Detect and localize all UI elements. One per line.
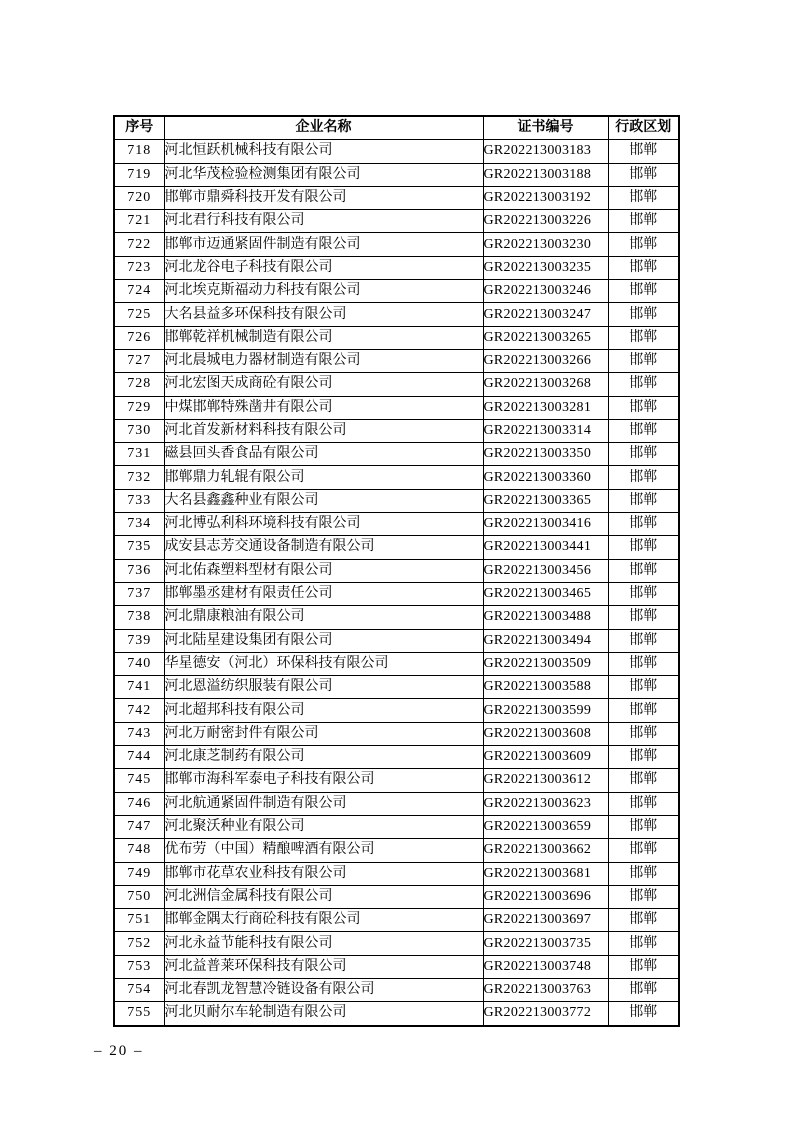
company-name-cell: 邯郸墨丞建材有限责任公司 [164,582,483,605]
table-row [114,932,679,955]
table-row [114,629,679,652]
company-name-cell: 河北埃克斯福动力科技有限公司 [164,280,483,303]
table-row [114,769,679,792]
certificate-number-cell: GR202213003735 [483,932,608,955]
serial-number-cell: 722 [114,233,164,256]
table-row [114,396,679,419]
serial-number-cell: 731 [114,443,164,466]
table-row [114,746,679,769]
table-row [114,373,679,396]
admin-region-cell: 邯郸 [608,885,679,908]
admin-region-cell: 邯郸 [608,210,679,233]
serial-number-cell: 721 [114,210,164,233]
table-row [114,839,679,862]
serial-number-cell: 724 [114,280,164,303]
company-name-cell: 邯郸乾祥机械制造有限公司 [164,326,483,349]
certificate-number-cell: GR202213003772 [483,1002,608,1026]
admin-region-cell: 邯郸 [608,163,679,186]
certificate-number-cell: GR202213003183 [483,140,608,163]
admin-region-cell: 邯郸 [608,303,679,326]
certificate-number-cell: GR202213003230 [483,233,608,256]
certificate-number-cell: GR202213003416 [483,513,608,536]
serial-number-cell: 749 [114,862,164,885]
serial-number-cell: 747 [114,815,164,838]
page-number: – 20 – [94,1043,144,1059]
serial-number-cell: 750 [114,885,164,908]
table-row [114,559,679,582]
table-row [114,582,679,605]
certificate-number-cell: GR202213003281 [483,396,608,419]
admin-region-cell: 邯郸 [608,349,679,372]
admin-region-cell: 邯郸 [608,862,679,885]
admin-region-cell: 邯郸 [608,769,679,792]
certificate-number-cell: GR202213003188 [483,163,608,186]
serial-number-cell: 730 [114,419,164,442]
company-name-cell: 河北益普莱环保科技有限公司 [164,955,483,978]
company-name-cell: 河北恒跃机械科技有限公司 [164,140,483,163]
admin-region-cell: 邯郸 [608,186,679,209]
certificate-number-cell: GR202213003763 [483,978,608,1001]
certificate-number-cell: GR202213003696 [483,885,608,908]
admin-region-cell: 邯郸 [608,419,679,442]
table-row [114,536,679,559]
certificate-number-cell: GR202213003235 [483,256,608,279]
admin-region-cell: 邯郸 [608,1002,679,1026]
header-row [114,116,679,140]
admin-region-cell: 邯郸 [608,676,679,699]
serial-number-cell: 733 [114,489,164,512]
serial-number-cell: 753 [114,955,164,978]
certificate-number-cell: GR202213003360 [483,466,608,489]
admin-region-cell: 邯郸 [608,606,679,629]
header-admin-region: 行政区划 [608,116,679,140]
company-name-cell: 邯郸鼎力轧辊有限公司 [164,466,483,489]
company-name-cell: 邯郸市花草农业科技有限公司 [164,862,483,885]
certificate-number-cell: GR202213003599 [483,699,608,722]
table-row [114,443,679,466]
table-row [114,722,679,745]
serial-number-cell: 755 [114,1002,164,1026]
serial-number-cell: 744 [114,746,164,769]
table-row [114,280,679,303]
company-name-cell: 河北恩溢纺织服装有限公司 [164,676,483,699]
certificate-number-cell: GR202213003609 [483,746,608,769]
table-row [114,140,679,163]
admin-region-cell: 邯郸 [608,932,679,955]
table-row [114,606,679,629]
table-row [114,186,679,209]
certificate-number-cell: GR202213003314 [483,419,608,442]
serial-number-cell: 738 [114,606,164,629]
table-row [114,233,679,256]
serial-number-cell: 737 [114,582,164,605]
table-body [114,140,679,1026]
serial-number-cell: 739 [114,629,164,652]
company-name-cell: 河北君行科技有限公司 [164,210,483,233]
serial-number-cell: 743 [114,722,164,745]
table-row [114,163,679,186]
company-name-cell: 河北宏图天成商砼有限公司 [164,373,483,396]
table-row [114,349,679,372]
certificate-number-cell: GR202213003748 [483,955,608,978]
table-row [114,303,679,326]
table-row [114,955,679,978]
certificate-number-cell: GR202213003350 [483,443,608,466]
admin-region-cell: 邯郸 [608,443,679,466]
admin-region-cell: 邯郸 [608,746,679,769]
serial-number-cell: 719 [114,163,164,186]
certificate-number-cell: GR202213003266 [483,349,608,372]
admin-region-cell: 邯郸 [608,256,679,279]
table-row [114,466,679,489]
certificate-number-cell: GR202213003365 [483,489,608,512]
serial-number-cell: 723 [114,256,164,279]
header-certificate-number: 证书编号 [483,116,608,140]
certificate-number-cell: GR202213003247 [483,303,608,326]
table-row [114,978,679,1001]
admin-region-cell: 邯郸 [608,629,679,652]
serial-number-cell: 742 [114,699,164,722]
table-row [114,210,679,233]
table-row [114,1002,679,1026]
admin-region-cell: 邯郸 [608,233,679,256]
certificate-number-cell: GR202213003608 [483,722,608,745]
company-name-cell: 邯郸市海科军泰电子科技有限公司 [164,769,483,792]
serial-number-cell: 735 [114,536,164,559]
certificate-number-cell: GR202213003456 [483,559,608,582]
admin-region-cell: 邯郸 [608,909,679,932]
admin-region-cell: 邯郸 [608,373,679,396]
certificate-number-cell: GR202213003268 [483,373,608,396]
admin-region-cell: 邯郸 [608,699,679,722]
serial-number-cell: 748 [114,839,164,862]
serial-number-cell: 728 [114,373,164,396]
table-row [114,909,679,932]
serial-number-cell: 736 [114,559,164,582]
admin-region-cell: 邯郸 [608,536,679,559]
table-row [114,885,679,908]
header-company-name: 企业名称 [164,116,483,140]
admin-region-cell: 邯郸 [608,582,679,605]
table-row [114,256,679,279]
company-name-cell: 大名县益多环保科技有限公司 [164,303,483,326]
certificate-number-cell: GR202213003465 [483,582,608,605]
company-name-cell: 河北洲信金属科技有限公司 [164,885,483,908]
company-name-cell: 中煤邯郸特殊凿井有限公司 [164,396,483,419]
company-name-cell: 河北博弘利科环境科技有限公司 [164,513,483,536]
company-name-cell: 河北鼎康粮油有限公司 [164,606,483,629]
table-row [114,862,679,885]
table-row [114,419,679,442]
company-name-cell: 河北佑森塑料型材有限公司 [164,559,483,582]
serial-number-cell: 725 [114,303,164,326]
company-name-cell: 华星德安（河北）环保科技有限公司 [164,652,483,675]
table-row [114,326,679,349]
company-name-cell: 成安县志芳交通设备制造有限公司 [164,536,483,559]
table-row [114,815,679,838]
table-row [114,792,679,815]
table-row [114,699,679,722]
certificate-number-cell: GR202213003192 [483,186,608,209]
company-name-cell: 河北龙谷电子科技有限公司 [164,256,483,279]
company-name-cell: 河北晨城电力器材制造有限公司 [164,349,483,372]
table-row [114,652,679,675]
table-row [114,489,679,512]
admin-region-cell: 邯郸 [608,815,679,838]
certificate-number-cell: GR202213003488 [483,606,608,629]
admin-region-cell: 邯郸 [608,513,679,536]
serial-number-cell: 751 [114,909,164,932]
company-name-cell: 大名县鑫鑫种业有限公司 [164,489,483,512]
serial-number-cell: 745 [114,769,164,792]
company-name-cell: 河北春凯龙智慧冷链设备有限公司 [164,978,483,1001]
company-name-cell: 河北超邦科技有限公司 [164,699,483,722]
admin-region-cell: 邯郸 [608,722,679,745]
admin-region-cell: 邯郸 [608,280,679,303]
company-name-cell: 邯郸金隅太行商砼科技有限公司 [164,909,483,932]
company-name-cell: 河北聚沃种业有限公司 [164,815,483,838]
certificate-number-cell: GR202213003494 [483,629,608,652]
certificate-number-cell: GR202213003662 [483,839,608,862]
company-name-cell: 河北贝耐尔车轮制造有限公司 [164,1002,483,1026]
certificate-number-cell: GR202213003441 [483,536,608,559]
serial-number-cell: 727 [114,349,164,372]
serial-number-cell: 741 [114,676,164,699]
company-name-cell: 优布劳（中国）精酿啤酒有限公司 [164,839,483,862]
admin-region-cell: 邯郸 [608,955,679,978]
company-name-cell: 河北陆星建设集团有限公司 [164,629,483,652]
table-row [114,676,679,699]
serial-number-cell: 740 [114,652,164,675]
certificate-number-cell: GR202213003588 [483,676,608,699]
certificate-number-cell: GR202213003226 [483,210,608,233]
company-name-cell: 河北永益节能科技有限公司 [164,932,483,955]
company-name-cell: 磁县回头香食品有限公司 [164,443,483,466]
company-name-cell: 河北万耐密封件有限公司 [164,722,483,745]
certificate-number-cell: GR202213003246 [483,280,608,303]
admin-region-cell: 邯郸 [608,466,679,489]
admin-region-cell: 邯郸 [608,326,679,349]
serial-number-cell: 720 [114,186,164,209]
certificate-number-cell: GR202213003697 [483,909,608,932]
certificate-number-cell: GR202213003612 [483,769,608,792]
admin-region-cell: 邯郸 [608,652,679,675]
certificate-number-cell: GR202213003681 [483,862,608,885]
company-name-cell: 河北航通紧固件制造有限公司 [164,792,483,815]
header-serial-number: 序号 [114,116,164,140]
admin-region-cell: 邯郸 [608,396,679,419]
certificate-number-cell: GR202213003265 [483,326,608,349]
company-name-cell: 河北首发新材料科技有限公司 [164,419,483,442]
serial-number-cell: 729 [114,396,164,419]
company-table [113,115,680,1027]
admin-region-cell: 邯郸 [608,839,679,862]
table-row [114,513,679,536]
serial-number-cell: 718 [114,140,164,163]
company-name-cell: 邯郸市迈通紧固件制造有限公司 [164,233,483,256]
admin-region-cell: 邯郸 [608,489,679,512]
serial-number-cell: 734 [114,513,164,536]
serial-number-cell: 746 [114,792,164,815]
serial-number-cell: 754 [114,978,164,1001]
serial-number-cell: 732 [114,466,164,489]
serial-number-cell: 752 [114,932,164,955]
admin-region-cell: 邯郸 [608,140,679,163]
company-name-cell: 河北华茂检验检测集团有限公司 [164,163,483,186]
admin-region-cell: 邯郸 [608,978,679,1001]
admin-region-cell: 邯郸 [608,792,679,815]
certificate-number-cell: GR202213003509 [483,652,608,675]
certificate-number-cell: GR202213003623 [483,792,608,815]
company-name-cell: 河北康芝制药有限公司 [164,746,483,769]
company-name-cell: 邯郸市鼎舜科技开发有限公司 [164,186,483,209]
admin-region-cell: 邯郸 [608,559,679,582]
serial-number-cell: 726 [114,326,164,349]
certificate-number-cell: GR202213003659 [483,815,608,838]
